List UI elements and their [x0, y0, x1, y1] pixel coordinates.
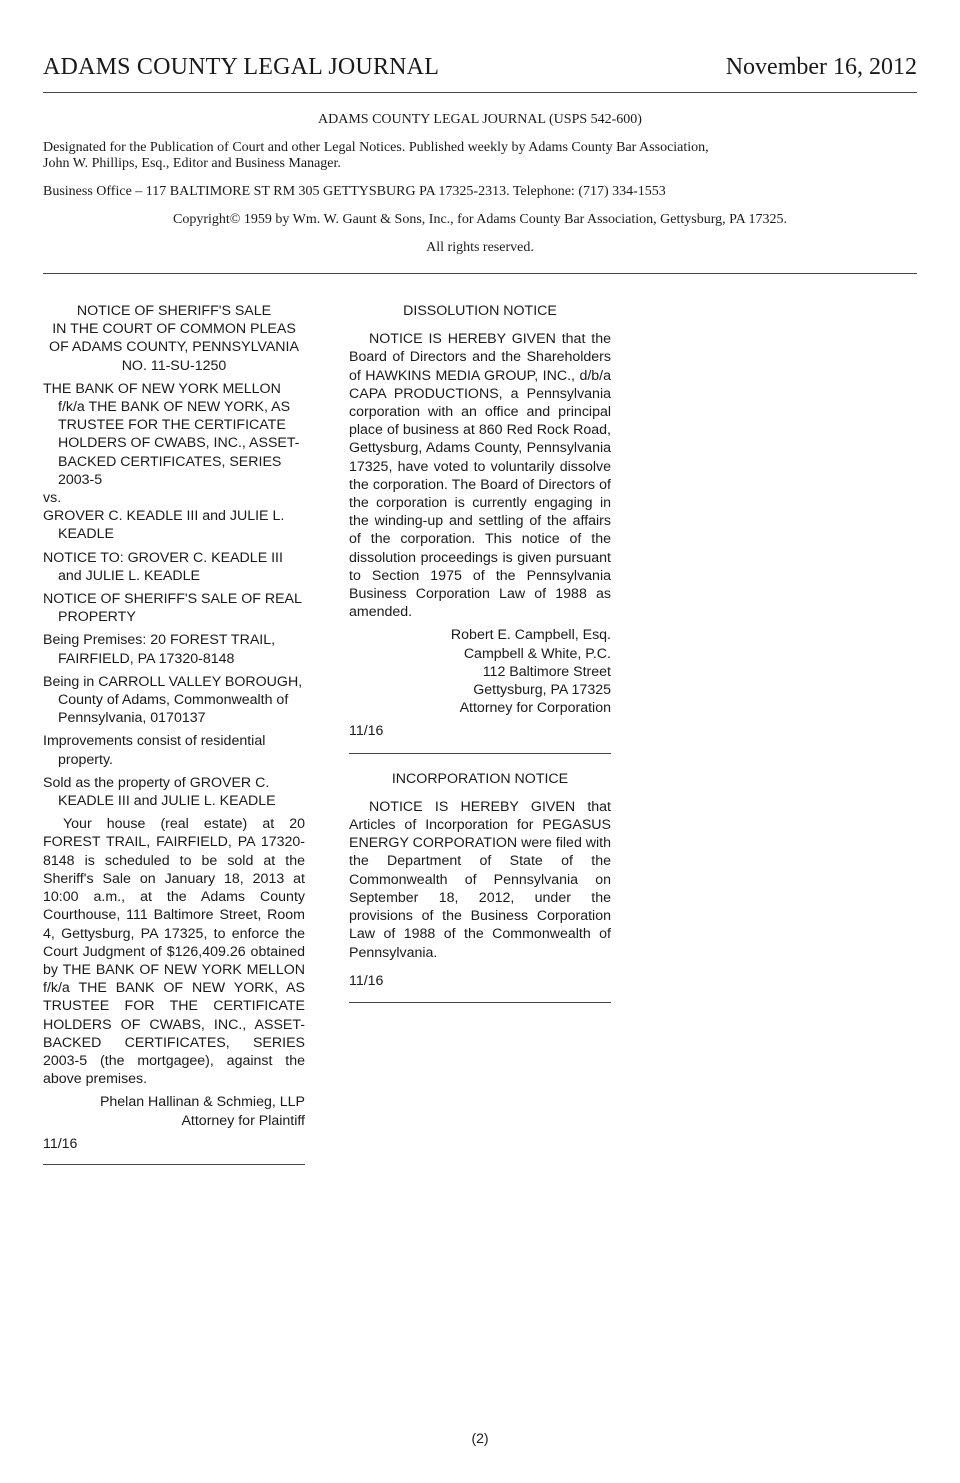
dissolution-signature-street: 112 Baltimore Street — [482, 663, 611, 680]
notice-title: NOTICE OF SHERIFF'S SALE OF REAL PROPERTY — [43, 591, 302, 626]
issue-date: November 16, 2012 — [725, 54, 917, 80]
dissolution-signature-name: Robert E. Campbell, Esq. — [450, 627, 611, 644]
masthead — [43, 54, 917, 88]
notice-heading-line-3: OF ADAMS COUNTY, PENNSYLVANIA — [49, 339, 299, 356]
dissolution-end-rule — [349, 753, 611, 754]
designation-line-1: Designated for the Publication of Court and other Legal Notices. Published weekly by Adams County Bar Association, — [43, 140, 709, 155]
business-office: Business Office – 117 BALTIMORE ST RM 305 GETTYSBURG PA 17325-2313. Telephone: (717) 334-1553 — [43, 184, 666, 199]
plaintiff: THE BANK OF NEW YORK MELLON f/k/a THE BANK OF NEW YORK, AS TRUSTEE FOR THE CERTIFICATE HOLDERS OF CWABS, INC., ASSET-BACKED CERTIFICATES, SERIES 2003-5 — [43, 380, 300, 488]
journal-title: ADAMS COUNTY LEGAL JOURNAL — [43, 54, 440, 80]
designation-line-2: John W. Phillips, Esq., Editor and Business Manager. — [43, 156, 341, 171]
dissolution-notice — [349, 302, 611, 754]
masthead-rule — [43, 92, 917, 93]
location: Being in CARROLL VALLEY BOROUGH, County of Adams, Commonwealth of Pennsylvania, 0170137 — [43, 673, 303, 727]
notice-end-rule — [43, 1164, 305, 1165]
imprint-heading: ADAMS COUNTY LEGAL JOURNAL (USPS 542-600) — [318, 112, 642, 127]
notice-to: NOTICE TO: GROVER C. KEADLE III and JULIE L. KEADLE — [43, 549, 283, 584]
imprint-block — [43, 112, 917, 256]
dissolution-body: NOTICE IS HEREBY GIVEN that the Board of Directors and the Shareholders of HAWKINS MEDIA GROUP, INC., d/b/a CAPA PRODUCTIONS, a Pennsylvania corporation with an office and principal place of business at 860 Red Rock Road, Gettysburg, Adams County, Pennsylvania 17325, have voted to voluntarily dissolve the corporation. The Board of Directors of the corporation is currently engaging in the winding-up and settling of the affairs of the corporation. This notice of the dissolution proceedings is given pursuant to Section 1975 of the Pennsylvania Business Corporation Law of 1988 as amended. — [349, 331, 611, 621]
versus: vs. — [43, 490, 62, 507]
sheriff-sale-notice — [43, 302, 305, 1165]
imprint-rule — [43, 273, 917, 274]
dissolution-signature-firm: Campbell & White, P.C. — [463, 645, 611, 662]
notice-body: Your house (real estate) at 20 FOREST TRAIL, FAIRFIELD, PA 17320-8148 is scheduled to be sold at the Sheriff's Sale on January 18, 2013 at 10:00 a.m., at the Adams County Courthouse, 111 Baltimore Street, Room 4, Gettysburg, PA 17325, to enforce the Court Judgment of $126,409.26 obtained by THE BANK OF NEW YORK MELLON f/k/a THE BANK OF NEW YORK, AS TRUSTEE FOR THE CERTIFICATE HOLDERS OF CWABS, INC., ASSET-BACKED CERTIFICATES, SERIES 2003-5 (the mortgagee), against the above premises. — [43, 816, 305, 1088]
notice-heading-line-1: NOTICE OF SHERIFF'S SALE — [76, 303, 272, 319]
rights-line: All rights reserved. — [426, 240, 534, 255]
incorporation-heading: INCORPORATION NOTICE — [391, 770, 569, 787]
sold-as: Sold as the property of GROVER C. KEADLE III and JULIE L. KEADLE — [43, 774, 276, 810]
improvements: Improvements consist of residential property. — [43, 733, 266, 768]
signature-firm: Phelan Hallinan & Schmieg, LLP — [99, 1094, 305, 1111]
defendant: GROVER C. KEADLE III and JULIE L. KEADLE — [43, 508, 285, 543]
dissolution-heading: DISSOLUTION NOTICE — [403, 303, 557, 319]
signature-role: Attorney for Plaintiff — [181, 1112, 305, 1129]
date-code: 11/16 — [43, 1135, 78, 1152]
premises: Being Premises: 20 FOREST TRAIL, FAIRFIELD, PA 17320-8148 — [43, 632, 276, 667]
incorporation-notice — [349, 770, 611, 1003]
case-number: NO. 11-SU-1250 — [121, 357, 227, 374]
incorporation-end-rule — [349, 1002, 611, 1003]
dissolution-signature-role: Attorney for Corporation — [459, 700, 611, 717]
incorporation-date-code: 11/16 — [349, 972, 384, 989]
incorporation-body: NOTICE IS HEREBY GIVEN that Articles of Incorporation for PEGASUS ENERGY CORPORATION were filed with the Department of State of the Commonwealth of Pennsylvania on September 18, 2012, under the provisions of the Business Corporation Law of 1988 of the Commonwealth of Pennsylvania. — [349, 798, 612, 961]
dissolution-signature-city: Gettysburg, PA 17325 — [473, 682, 611, 699]
notice-heading-line-2: IN THE COURT OF COMMON PLEAS — [52, 321, 296, 338]
right-column — [349, 302, 611, 1003]
dissolution-date-code: 11/16 — [349, 723, 384, 740]
copyright-line: Copyright© 1959 by Wm. W. Gaunt & Sons, Inc., for Adams County Bar Association, Gettysburg, PA 17325. — [173, 212, 787, 227]
page-number: (2) — [471, 1430, 489, 1446]
